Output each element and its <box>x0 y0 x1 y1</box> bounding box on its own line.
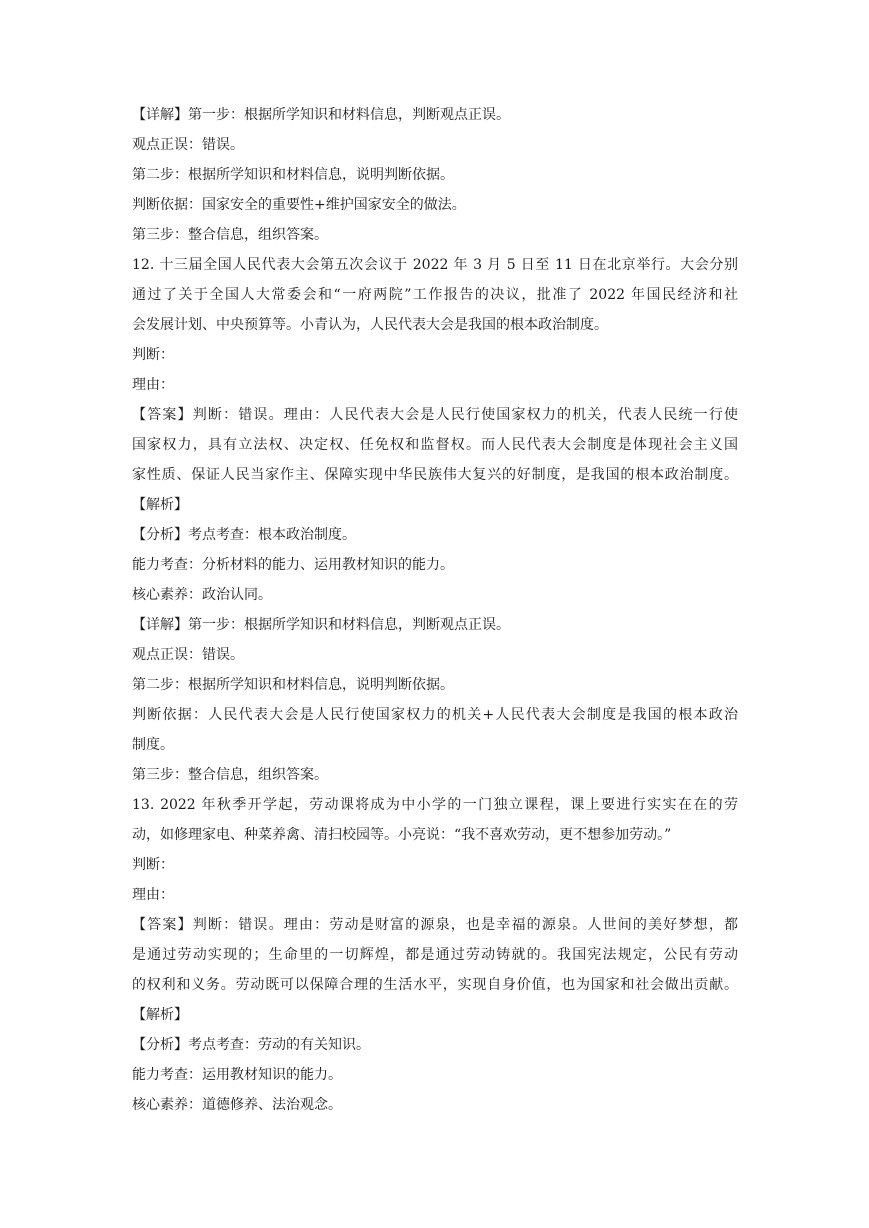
question-12-stem-line: 通过了关于全国人大常委会和“一府两院”工作报告的决议，批准了 2022 年国民经济和社 <box>132 287 738 303</box>
reason-prompt: 理由： <box>132 377 174 393</box>
detail-step-3-line: 第三步：整合信息，组织答案。 <box>132 227 328 243</box>
detail-step-3-line: 第三步：整合信息，组织答案。 <box>132 767 328 783</box>
analysis-heading: 【解析】 <box>132 1007 188 1023</box>
answer-line: 是通过劳动实现的；生命里的一切辉煌，都是通过劳动铸就的。我国宪法规定，公民有劳动 <box>132 947 738 963</box>
detail-step-2-line: 第二步：根据所学知识和材料信息，说明判断依据。 <box>132 677 454 693</box>
question-12-stem-line: 12. 十三届全国人民代表大会第五次会议于 2022 年 3 月 5 日至 11 日在北京举行。大会分别 <box>132 257 738 273</box>
question-13-stem-line: 动，如修理家电、种菜养禽、清扫校园等。小亮说：“我不喜欢劳动，更不想参加劳动。” <box>132 827 672 843</box>
answer-line: 国家权力，具有立法权、决定权、任免权和监督权。而人民代表大会制度是体现社会主义国 <box>132 437 738 453</box>
detail-step-1-line: 【详解】第一步：根据所学知识和材料信息，判断观点正误。 <box>132 617 510 633</box>
judgment-prompt: 判断： <box>132 857 174 873</box>
question-12-stem-line: 会发展计划、中央预算等。小青认为，人民代表大会是我国的根本政治制度。 <box>132 317 608 333</box>
analysis-ability-line: 能力考查：分析材料的能力、运用教材知识的能力。 <box>132 557 454 573</box>
analysis-literacy-line: 核心素养：道德修养、法治观念。 <box>132 1097 342 1113</box>
answer-line: 的权利和义务。劳动既可以保障合理的生活水平，实现自身价值，也为国家和社会做出贡献。 <box>132 977 738 993</box>
analysis-topic-line: 【分析】考点考查：劳动的有关知识。 <box>132 1037 370 1053</box>
analysis-heading: 【解析】 <box>132 497 188 513</box>
judgment-basis-line: 判断依据：国家安全的重要性+维护国家安全的做法。 <box>132 197 466 213</box>
detail-step-1-line: 【详解】第一步：根据所学知识和材料信息，判断观点正误。 <box>132 107 510 123</box>
judgment-basis-line: 判断依据：人民代表大会是人民行使国家权力的机关+人民代表大会制度是我国的根本政治 <box>132 707 738 723</box>
judgment-basis-line: 制度。 <box>132 737 174 753</box>
question-13-stem-line: 13. 2022 年秋季开学起，劳动课将成为中小学的一门独立课程，课上要进行实实在在的劳 <box>132 797 738 813</box>
answer-line: 【答案】判断：错误。理由：人民代表大会是人民行使国家权力的机关，代表人民统一行使 <box>132 407 738 423</box>
detail-step-2-line: 第二步：根据所学知识和材料信息，说明判断依据。 <box>132 167 454 183</box>
document-body <box>132 100 738 1120</box>
viewpoint-verdict-line: 观点正误：错误。 <box>132 647 244 663</box>
answer-line: 【答案】判断：错误。理由：劳动是财富的源泉，也是幸福的源泉。人世间的美好梦想，都 <box>132 917 738 933</box>
judgment-prompt: 判断： <box>132 347 174 363</box>
viewpoint-verdict-line: 观点正误：错误。 <box>132 137 244 153</box>
analysis-topic-line: 【分析】考点考查：根本政治制度。 <box>132 527 356 543</box>
analysis-literacy-line: 核心素养：政治认同。 <box>132 587 272 603</box>
answer-line: 家性质、保证人民当家作主、保障实现中华民族伟大复兴的好制度，是我国的根本政治制度。 <box>132 467 738 483</box>
reason-prompt: 理由： <box>132 887 174 903</box>
analysis-ability-line: 能力考查：运用教材知识的能力。 <box>132 1067 342 1083</box>
